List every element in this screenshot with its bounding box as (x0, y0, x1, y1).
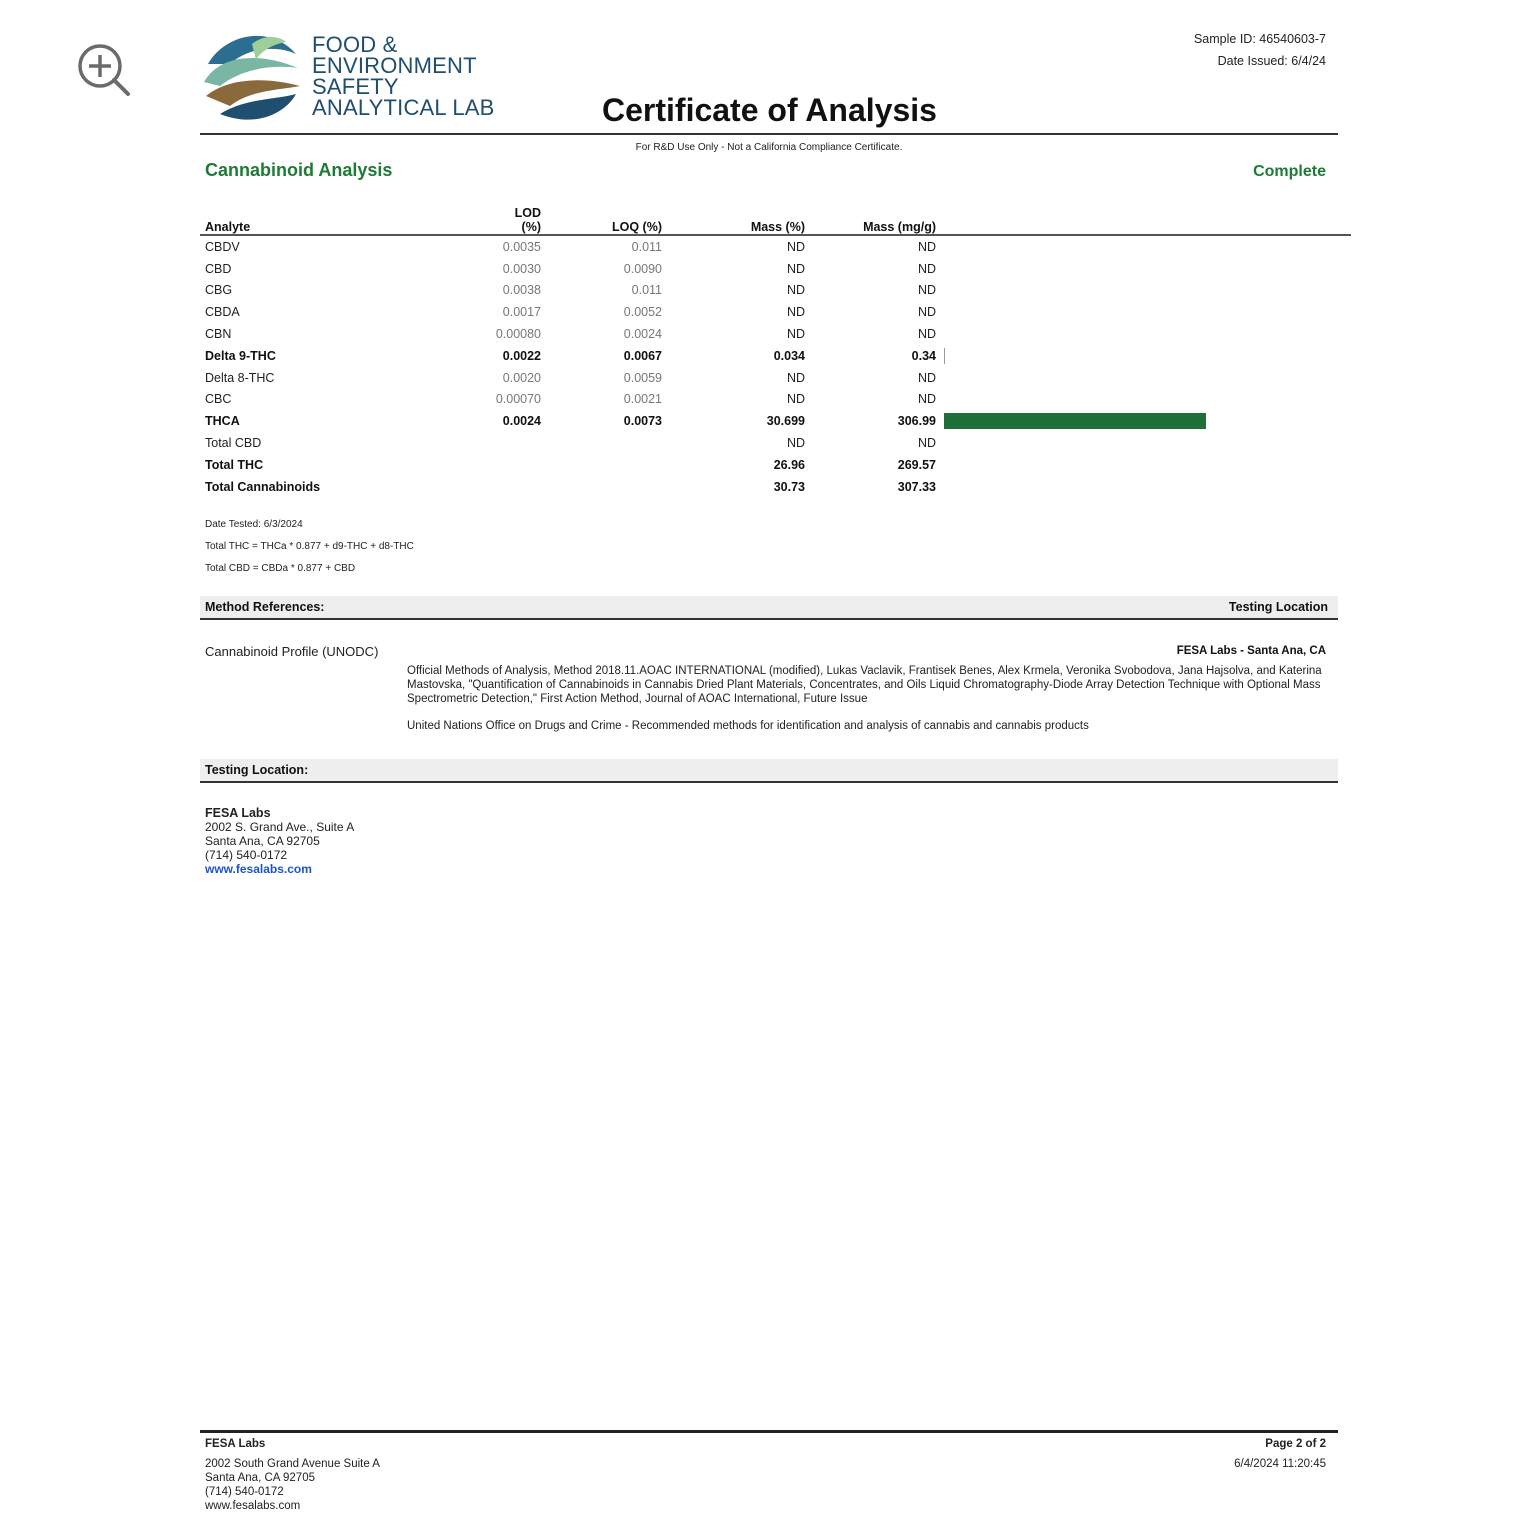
method-references-heading: Method References: (205, 600, 325, 614)
logo-line: FOOD & (312, 32, 398, 57)
bar-cell (936, 410, 1351, 432)
bar-cell (936, 454, 1351, 476)
mass-mg-cell: ND (917, 392, 936, 407)
print-timestamp: 6/4/2024 11:20:45 (1234, 1458, 1326, 1470)
table-row (200, 345, 1351, 367)
table-row (200, 235, 1351, 258)
table-row (200, 410, 1351, 432)
analyte-cell: THCA (205, 414, 240, 429)
table-row (200, 280, 1351, 302)
lod-cell (495, 476, 541, 498)
loq-cell: 0.0090 (623, 261, 662, 276)
bar-cell (936, 258, 1351, 280)
mass-pct-cell: ND (786, 239, 805, 254)
mass-pct-cell: 0.034 (773, 348, 805, 363)
page-number: Page 2 of 2 (1265, 1438, 1326, 1450)
lab-name: FESA Labs (205, 806, 271, 820)
analyte-cell: CBC (205, 392, 232, 407)
footer-address (205, 1437, 380, 1513)
header-divider (200, 133, 1338, 135)
address-line-1: 2002 S. Grand Ave., Suite A (205, 820, 355, 834)
cannabinoid-table (200, 206, 1351, 498)
col-header-analyte: Analyte (200, 206, 495, 235)
sample-id: Sample ID: 46540603-7 (1193, 32, 1326, 46)
table-row (200, 258, 1351, 280)
loq-cell (541, 476, 662, 498)
table-row (200, 323, 1351, 345)
method-references-band (200, 596, 1338, 620)
mass-mg-cell: 269.57 (897, 457, 936, 472)
analyte-cell: Delta 8-THC (205, 370, 275, 385)
footer-page-info (1234, 1437, 1326, 1471)
footer-website: www.fesalabs.com (205, 1500, 301, 1512)
mass-pct-cell: ND (786, 327, 805, 342)
sample-info (1194, 28, 1326, 72)
lod-cell: 0.0020 (502, 370, 541, 385)
analyte-cell: CBDA (205, 305, 240, 320)
logo-line: SAFETY (312, 74, 399, 99)
testing-location-band (200, 759, 1338, 783)
loq-cell (541, 432, 662, 454)
logo-line: ANALYTICAL LAB (312, 95, 495, 120)
lod-cell: 0.0038 (502, 283, 541, 298)
bar-cell (936, 389, 1351, 411)
loq-cell: 0.011 (631, 283, 662, 298)
testing-location-address (205, 806, 354, 876)
lod-cell: 0.0017 (502, 305, 541, 320)
lod-cell: 0.0035 (502, 239, 541, 254)
mass-pct-cell: 30.73 (773, 479, 805, 494)
analyte-cell: Delta 9-THC (205, 348, 276, 363)
lod-cell: 0.0022 (502, 348, 541, 363)
analyte-cell: CBN (205, 327, 232, 342)
total-thc-formula: Total THC = THCa * 0.877 + d9-THC + d8-THC (205, 541, 414, 552)
testing-location-heading: Testing Location (1228, 600, 1328, 614)
mass-mg-cell: ND (917, 305, 936, 320)
date-tested: Date Tested: 6/3/2024 (205, 519, 303, 530)
analyte-cell: Total Cannabinoids (205, 479, 321, 494)
col-header-mass-mg: Mass (mg/g) (805, 206, 936, 235)
logo-line: ENVIRONMENT (312, 53, 477, 78)
mass-pct-cell: ND (786, 261, 805, 276)
lod-cell: 0.0024 (502, 414, 541, 429)
lod-cell: 0.0030 (502, 261, 541, 276)
analyte-cell: Total THC (205, 457, 264, 472)
footnotes (205, 514, 414, 580)
mass-bar (944, 413, 1206, 429)
lod-cell: 0.00080 (495, 327, 541, 342)
bar-cell (936, 301, 1351, 323)
footer-lab-name: FESA Labs (205, 1438, 266, 1450)
mass-mg-cell: ND (917, 370, 936, 385)
loq-cell (541, 454, 662, 476)
analyte-cell: CBD (205, 261, 232, 276)
compliance-note: For R&D Use Only - Not a California Compliance Certificate. (635, 142, 903, 153)
zoom-in-icon[interactable] (76, 42, 132, 98)
loq-cell: 0.0021 (623, 392, 662, 407)
bar-cell (936, 432, 1351, 454)
page-title: Certificate of Analysis (602, 92, 937, 128)
table-row (200, 454, 1351, 476)
bar-cell (936, 367, 1351, 389)
mass-mg-cell: 307.33 (897, 479, 936, 494)
method-reference-1: Official Methods of Analysis, Method 2018.11.AOAC INTERNATIONAL (modified), Lukas Vaclavik, Frantisek Benes, Alex Krmela, Veronika Svobodova, Jana Hajsolva, and Katerina Mastovska, "Quantification of Cannabinoids in Cannabis Dried Plant Materials, Concentrates, and Oils Liquid Chromatography-Diode Array Detection Technique with Optional Mass Spectrometric Detection," First Action Method, Journal of AOAC International, Future Issue (407, 665, 1322, 705)
table-row (200, 367, 1351, 389)
mass-mg-cell: ND (917, 436, 936, 451)
analyte-cell: Total CBD (205, 436, 262, 451)
bar-cell (936, 323, 1351, 345)
analyte-cell: CBDV (205, 239, 240, 254)
lab-logo-icon (200, 24, 304, 128)
lod-cell: 0.00070 (495, 392, 541, 407)
lod-cell (495, 454, 541, 476)
mass-mg-cell: ND (917, 327, 936, 342)
table-row (200, 301, 1351, 323)
total-cbd-formula: Total CBD = CBDa * 0.877 + CBD (205, 563, 356, 574)
table-row (200, 389, 1351, 411)
mass-mg-cell: 306.99 (897, 414, 936, 429)
footer-address-1: 2002 South Grand Avenue Suite A (205, 1458, 380, 1470)
mass-pct-cell: ND (786, 392, 805, 407)
loq-cell: 0.0073 (623, 414, 662, 429)
lab-logo-text (312, 34, 495, 118)
loq-cell: 0.0059 (623, 370, 662, 385)
col-header-mass-pct: Mass (%) (662, 206, 805, 235)
bar-cell (936, 235, 1351, 258)
mass-pct-cell: 26.96 (773, 457, 805, 472)
mass-mg-cell: ND (917, 239, 936, 254)
mass-pct-cell: ND (786, 436, 805, 451)
bar-cell (936, 280, 1351, 302)
loq-cell: 0.0067 (623, 348, 662, 363)
mass-pct-cell: ND (786, 283, 805, 298)
mass-pct-cell: ND (786, 305, 805, 320)
status-badge: Complete (1253, 163, 1326, 180)
col-header-lod: LOD (%) (495, 206, 541, 235)
table-header-row (200, 206, 1351, 235)
bar-cell (936, 476, 1351, 498)
address-line-2: Santa Ana, CA 92705 (205, 834, 320, 848)
mass-pct-cell: ND (786, 370, 805, 385)
footer-phone: (714) 540-0172 (205, 1486, 284, 1498)
method-location: FESA Labs - Santa Ana, CA (1176, 645, 1326, 657)
mass-mg-cell: 0.34 (911, 348, 936, 363)
footer-divider (200, 1430, 1338, 1433)
mass-mg-cell: ND (917, 261, 936, 276)
method-reference-2: United Nations Office on Drugs and Crime - Recommended methods for identification and analysis of cannabis and cannabis products (407, 720, 1089, 732)
phone: (714) 540-0172 (205, 848, 288, 862)
bar-cell (936, 345, 1351, 367)
website-link[interactable]: www.fesalabs.com (205, 862, 312, 876)
analyte-cell: CBG (205, 283, 233, 298)
mass-pct-cell: 30.699 (766, 414, 805, 429)
footer-address-2: Santa Ana, CA 92705 (205, 1472, 315, 1484)
section-title: Cannabinoid Analysis (205, 160, 393, 180)
col-header-bar (936, 206, 1351, 235)
testing-location-band-heading: Testing Location: (205, 763, 309, 777)
loq-cell: 0.011 (631, 239, 662, 254)
mass-bar (944, 348, 945, 364)
date-issued: Date Issued: 6/4/24 (1217, 54, 1326, 68)
loq-cell: 0.0052 (623, 305, 662, 320)
table-row (200, 476, 1351, 498)
col-header-loq: LOQ (%) (541, 206, 662, 235)
method-name: Cannabinoid Profile (UNODC) (205, 644, 379, 659)
mass-mg-cell: ND (917, 283, 936, 298)
loq-cell: 0.0024 (623, 327, 662, 342)
table-row (200, 432, 1351, 454)
lod-cell (495, 432, 541, 454)
